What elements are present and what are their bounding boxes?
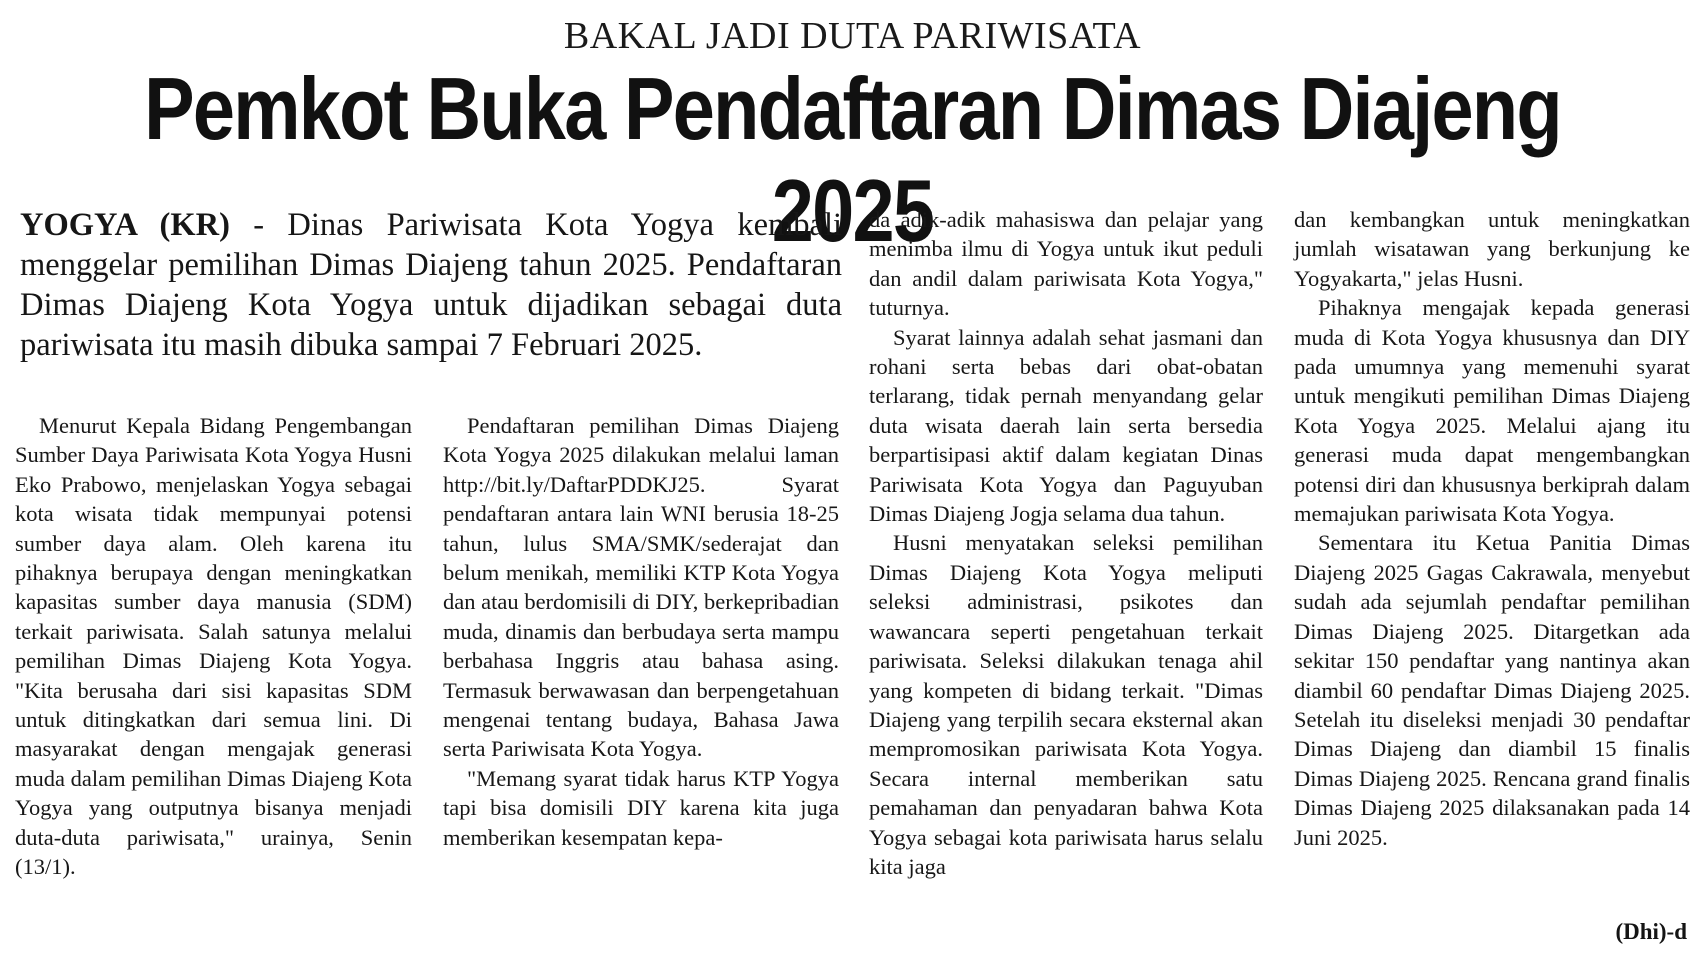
paragraph: Sementara itu Ketua Panitia Dimas Diajeng 2025 Gagas Cakrawala, menyebut sudah ada sejumlah pendaftar pemilihan Dimas Diajeng 2025. Ditargetkan ada sekitar 150 pendaftar yang nantinya akan diambil 60 pendaftar Dimas Diajeng 2025. Setelah itu diseleksi menjadi 30 pendaftar Dimas Diajeng dan diambil 15 finalis Dimas Diajeng 2025. Rencana grand finalis Dimas Diajeng 2025 dilaksanakan pada 14 Juni 2025. [1294, 530, 1690, 850]
paragraph: Husni menyatakan seleksi pemilihan Dimas Diajeng Kota Yogya meliputi seleksi administrasi, psikotes dan wawancara seperti pengetahuan terkait pariwisata. Seleksi dilakukan tenaga ahil yang kompeten di bidang terkait. "Dimas Diajeng yang terpilih secara eksternal akan mempromosikan pariwisata Kota Yogya. Secara internal memberikan satu pemahaman dan penyadaran bahwa Kota Yogya sebagai kota pariwisata harus selalu kita jaga [869, 530, 1263, 879]
article-byline: (Dhi)-d [1615, 919, 1687, 944]
article-dateline: YOGYA (KR) [20, 207, 230, 243]
article-headline: Pemkot Buka Pendaftaran Dimas Diajeng 2025 [144, 59, 1561, 260]
article-kicker: BAKAL JADI DUTA PARIWISATA [563, 15, 1142, 57]
article-column-4 [1294, 205, 1690, 852]
paragraph: Pihaknya mengajak kepada generasi muda di Kota Yogya khususnya dan DIY pada umumnya yang memenuhi syarat untuk mengikuti pemilihan Dimas Diajeng Kota Yogya 2025. Melalui ajang itu generasi muda dapat mengembangkan potensi diri dan khususnya berkiprah dalam memajukan pariwisata Kota Yogya. [1294, 295, 1690, 527]
article-column-1 [15, 411, 412, 882]
article-lead-text: - Dinas Pariwisata Kota Yogya kembali menggelar pemilihan Dimas Diajeng tahun 2025. Pendaftaran Dimas Diajeng Kota Yogya untuk dijadikan sebagai duta pariwisata itu masih dibuka sampai 7 Februari 2025. [20, 207, 843, 363]
paragraph: Menurut Kepala Bidang Pengembangan Sumber Daya Pariwisata Kota Yogya Husni Eko Prabowo, menjelaskan Yogya sebagai kota wisata tidak mempunyai potensi sumber daya alam. Oleh karena itu pihaknya berupaya dengan meningkatkan kapasitas sumber daya manusia (SDM) terkait pariwisata. Salah satunya melalui pemilihan Dimas Diajeng Kota Yogya. "Kita berusaha dari sisi kapasitas SDM untuk ditingkatkan dari semua lini. Di masyarakat dengan mengajak generasi muda dalam pemilihan Dimas Diajeng Kota Yogya yang outputnya bisanya menjadi duta-duta pariwisata," urainya, Senin (13/1). [15, 413, 412, 880]
article-lead [20, 205, 842, 365]
article-column-2 [443, 411, 839, 852]
paragraph: Pendaftaran pemilihan Dimas Diajeng Kota Yogya 2025 dilakukan melalui laman http://bit.ly/DaftarPDDKJ25. Syarat pendaftaran antara lain WNI berusia 18-25 tahun, lulus SMA/SMK/sederajat dan belum menikah, memiliki KTP Kota Yogya dan atau berdomisili di DIY, berkepribadian muda, dinamis dan berbudaya serta mampu berbahasa Inggris atau bahasa asing. Termasuk berwawasan dan berpengetahuan mengenai tentang budaya, Bahasa Jawa serta Pariwisata Kota Yogya. [443, 413, 839, 762]
paragraph: dan kembangkan untuk meningkatkan jumlah wisatawan yang berkunjung ke Yogyakarta," jelas Husni. [1294, 207, 1690, 291]
paragraph: Syarat lainnya adalah sehat jasmani dan rohani serta bebas dari obat-obatan terlarang, tidak pernah menyandang gelar duta wisata daerah lain serta bersedia berpartisipasi aktif dalam kegiatan Dinas Pariwisata Kota Yogya dan Paguyuban Dimas Diajeng Jogja selama dua tahun. [869, 324, 1263, 527]
paragraph: da adik-adik mahasiswa dan pelajar yang menimba ilmu di Yogya untuk ikut peduli dan andil dalam pariwisata Kota Yogya," tuturnya. [869, 207, 1263, 321]
paragraph: "Memang syarat tidak harus KTP Yogya tapi bisa domisili DIY karena kita juga memberikan kesempatan kepa- [443, 765, 839, 850]
article-column-3 [869, 205, 1263, 881]
